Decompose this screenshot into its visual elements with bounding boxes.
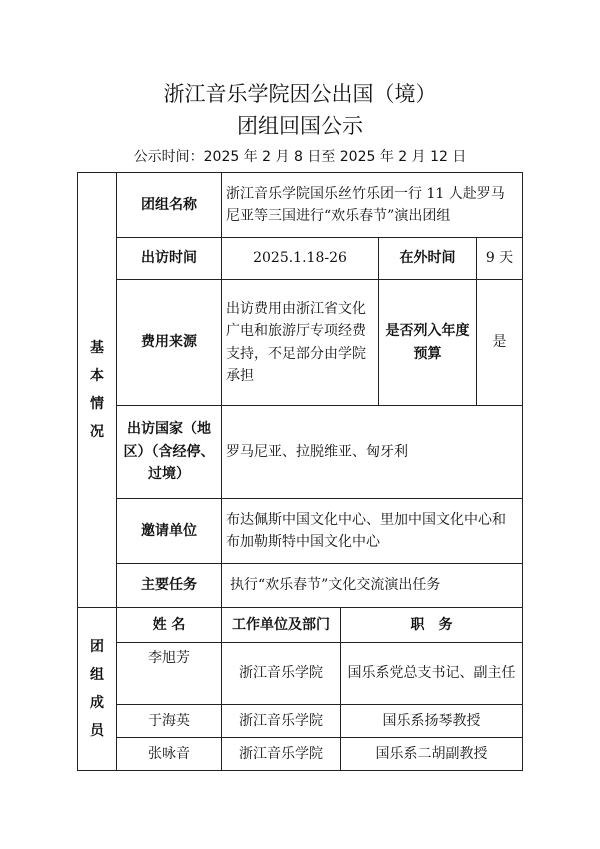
countries-value: 罗马尼亚、拉脱维亚、匈牙利 [221, 405, 523, 499]
header-name: 姓 名 [116, 607, 222, 643]
page-title-line2: 团组回国公示 [237, 114, 363, 138]
basic-section-label: 基 本 情 况 [77, 172, 117, 608]
member-name: 李旭芳 [116, 642, 222, 705]
header-title: 职 务 [340, 607, 523, 643]
members-section-label: 团 组 成 员 [77, 607, 117, 771]
countries-label: 出访国家（地区）（含经停、过境） [116, 405, 222, 499]
member-name: 于海英 [116, 704, 222, 738]
visit-time-label: 出访时间 [116, 237, 222, 280]
budget-label: 是否列入年度预算 [378, 279, 477, 406]
member-title: 国乐系扬琴教授 [340, 704, 523, 738]
days-abroad-label: 在外时间 [378, 237, 477, 280]
funding-label: 费用来源 [116, 279, 222, 406]
task-label: 主要任务 [116, 563, 222, 608]
budget-value: 是 [476, 279, 523, 406]
visit-time-value: 2025.1.18-26 [221, 237, 379, 280]
group-name-label: 团组名称 [116, 172, 222, 238]
page-title-line1: 浙江音乐学院因公出国（境） [163, 82, 437, 106]
member-title: 国乐系二胡副教授 [340, 737, 523, 771]
group-name-value: 浙江音乐学院国乐丝竹乐团一行 11 人赴罗马尼亚等三国进行“欢乐春节”演出团组 [221, 172, 523, 238]
member-title: 国乐系党总支书记、副主任 [340, 642, 523, 705]
announce-date: 公示时间：2025 年 2 月 8 日至 2025 年 2 月 12 日 [133, 149, 467, 165]
inviter-label: 邀请单位 [116, 498, 222, 564]
funding-value: 出访费用由浙江省文化广电和旅游厅专项经费支持，不足部分由学院承担 [221, 279, 379, 406]
member-name: 张咏音 [116, 737, 222, 771]
inviter-value: 布达佩斯中国文化中心、里加中国文化中心和布加勒斯特中国文化中心 [221, 498, 523, 564]
task-value: 执行“欢乐春节”文化交流演出任务 [221, 563, 523, 608]
header-unit: 工作单位及部门 [221, 607, 341, 643]
member-unit: 浙江音乐学院 [221, 642, 341, 705]
days-abroad-value: 9 天 [476, 237, 523, 280]
member-unit: 浙江音乐学院 [221, 704, 341, 738]
member-unit: 浙江音乐学院 [221, 737, 341, 771]
